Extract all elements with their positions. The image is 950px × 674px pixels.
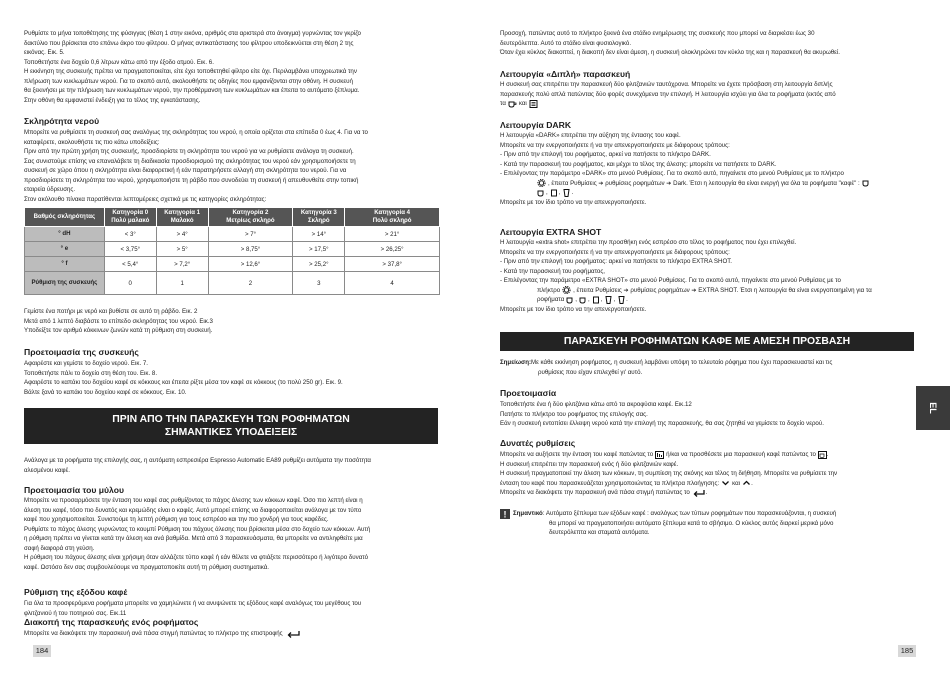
text-line: ροφήματα , , , , . [537,296,628,303]
glass-icon [562,189,571,197]
water-hardness-table [24,207,440,295]
text-line: καφέ που χρησιμοποιείται. Συνιστούμε τη λεπτή ρύθμιση για τους εσπρέσο και την πιο χονδρή για τους καφέδες. [24,516,329,523]
section-title-possible-settings: Δυνατές ρυθμίσεις [500,438,576,448]
possible-settings-text [500,450,837,498]
table-cell: < 5,4° [104,257,156,272]
intro-text [24,29,361,105]
page-number-left: 184 [33,645,51,657]
right-page [500,0,918,674]
table-cell: 3 [293,272,345,295]
text-line: - Πριν από την επιλογή του ροφήματος, αρκεί να πατήσετε το πλήκτρο DARK. [500,151,711,158]
cup-icon [862,179,871,187]
row-label: Ρύθμιση της συσκευής [25,272,105,295]
table-cell: < 3° [104,227,156,242]
text-line: ρυθμίσεις που είχαν επιλεχθεί γι' αυτό. [538,368,643,376]
text-line: Η ρύθμιση του πάχους άλεσης είναι χρήσιμη όταν αλλάζετε τύπο καφέ ή εάν θέλετε να φτιάξετε περισσότερο ή λιγότερο δυνατό [24,554,369,561]
important-block [513,509,836,538]
double-text [500,80,836,109]
row-label: ° e [25,242,105,257]
text-line: Ανάλογα με τα ροφήματα της επιλογής σας, η αυτόματη εσπρεσιέρα Espresso Automatic EA89 ρυθμίζει αυτόματα την ποσότητα [24,457,371,464]
table-header-cat3: Κατηγορία 3 Σκληρό [293,208,345,227]
row-label: ° f [25,257,105,272]
section-title-interrupt: Διακοπή της παρασκευής ενός ροφήματος [24,617,199,627]
text-line: - Κατά την παρασκευή του ροφήματος, [500,267,605,275]
table-cell: > 7° [208,227,293,242]
warning-icon [500,509,510,519]
table-cell: > 17,5° [293,242,345,257]
section-title-double: Λειτουργία «Διπλή» παρασκευή [500,69,631,79]
text-line: σαφή διαφορά στη γεύση. [24,544,95,552]
text-line: θα μπορεί να πραγματοποιήσει αυτόματο ξέπλυμα κατά το σβήσιμο. Ο κύκλος αυτός διαρκεί μερικά μόνο [549,519,834,527]
text-line: καταφέρετε, ακολουθήστε τις πιο κάτω υποδείξεις: [24,138,160,146]
text-line: - Επιλέγοντας την παράμετρο «EXTRA SHOT» στο μενού Ρυθμίσεις. Για το σκοπό αυτό, πηγαίνετε στο μενού Ρυθμίσεις με το [500,277,841,284]
language-tab: EL [916,386,950,430]
text-line: Μπορείτε με τον ίδιο τρόπο να την απενεργοποιήσετε. [500,198,647,206]
text-line: - Κατά την παρασκευή του ροφήματος, και μέχρι το τέλος της άλεσης: μπορείτε να πατήσετε το DARK. [500,160,777,168]
text-line: Πατήστε το πλήκτρο του ροφήματος της επιλογής σας. [500,410,648,418]
cup-icon [579,296,588,304]
text-line: πλήρωση των κυκλωμάτων νερού. Για το σκοπό αυτό, ακολουθήστε τις οδηγίες που εμφανίζονται στην οθόνη. Η συσκευή [24,77,353,85]
left-page [24,0,442,674]
text-line: Γεμίστε ένα ποτήρι με νερό και βυθίστε σε αυτό τη ράβδο. Εικ. 2 [24,308,198,315]
section-title-water-hardness: Σκληρότητα νερού [24,116,100,126]
chevron-up-icon [742,479,751,487]
return-arrow-icon [287,630,301,638]
banner-line: ΣΗΜΑΝΤΙΚΕΣ ΥΠΟΔΕΙΞΕΙΣ [164,427,298,438]
text-line: Στον ακόλουθο πίνακα παρατίθενται λεπτομέρειες σχετικά με τις κατηγορίες σκληρότητας: [24,195,267,203]
preparation-text [500,400,824,429]
text-line: Η λειτουργία «extra shot» επιτρέπει την προσθήκη ενός εσπρέσο στο τέλος το ροφήματος που έχει επιλεχθεί. [500,239,797,246]
svg-text:!: ! [503,509,507,519]
text-line: Μπορείτε να την ενεργοποιήσετε ή να την απενεργοποιήσετε με διάφορους τρόπους: [500,248,730,256]
gear-icon [537,179,546,187]
table-cell: > 8,75° [208,242,293,257]
table-row [25,257,440,272]
table-cell: 4 [345,272,440,295]
text-line: Η εκκίνηση της συσκευής πρέπει να πραγματοποιείται, είτε έχει τοποθετηθεί φίλτρο είτε όχι. Περιλαμβάνει υποχρεωτικά την [24,68,357,75]
mug-icon [592,296,601,304]
row-label: ° dH [25,227,105,242]
table-header-cat4: Κατηγορία 4 Πολύ σκληρό [345,208,440,227]
text-line: Μπορείτε να την ενεργοποιήσετε ή να την απενεργοποιήσετε με διάφορους τρόπους: [500,141,730,149]
text-line: τα και [500,99,836,109]
text-line: , , . [500,188,871,198]
section-title-coffee-outlet: Ρύθμιση της εξόδου καφέ [24,587,128,597]
table-cell: > 26,25° [345,242,440,257]
section-title-preparation: Προετοιμασία [500,388,557,398]
text-line: παρασκευής πολύ απλά πατώντας δύο φορές συνεχόμενα την επιλογή. Η λειτουργία ισχύει για όλα τα ροφήματα (εκτός από [500,90,836,98]
banner-text [24,456,371,475]
section-title-grinder-prep: Προετοιμασία του μύλου [24,485,124,495]
table-cell: > 4° [156,227,208,242]
text-line: Μπορείτε να αυξήσετε την ένταση του καφέ πατώντας το ή/και να προσθέσετε μια παρασκευή καφέ πατώντας το . [500,451,829,458]
text-line: Μπορείτε να διακόψετε την παρασκευή ανά πάσα στιγμή πατώντας το πλήκτρο της επιστροφής [24,630,283,637]
note-block [500,358,832,377]
table-cell: > 12,6° [208,257,293,272]
section-title-extra-shot: Λειτουργία EXTRA SHOT [500,227,602,237]
text-line: Εάν η συσκευή εντοπίσει έλλειψη νερού κατά την επιλογή της παρασκευής, θα σας ζητηθεί να γεμίσετε το δοχείο νερού. [500,420,824,427]
table-corner-header: Βαθμός σκληρότητας [25,208,105,227]
glass-icon [604,296,613,304]
table-row [25,242,440,257]
text-line: Στην οθόνη θα εμφανιστεί ένδειξη για το τέλος της εγκατάστασης. [24,96,201,104]
coffee-outlet-text [24,599,361,618]
text-line: - Επιλέγοντας την παράμετρο «DARK» στο μενού Ρυθμίσεις. Για το σκοπό αυτό, πηγαίνετε στο μενού Ρυθμίσεις με το πλήκτρο [500,170,844,177]
table-cell: < 3,75° [104,242,156,257]
text-line: θα ξεκινήσει με την πλήρωση των κυκλωμάτων νερού, την προθέρμανση των κυκλωμάτων και έπειτα το αυτόματο ξέπλυμα. [24,87,360,94]
text-line: Σημείωση:Με κάθε εκκίνηση ροφήματος, η συσκευή λαμβάνει υπόψη το τελευταίο ρόφημα που έχει παρασκευαστεί και τις [500,359,833,366]
text-line: η ρύθμιση πρέπει να γίνεται κατά την άλεση και ανά βαθμίδα. Μετά από 3 παρασκευάσματα, θα μπορείτε να αντιληφθείτε μια [24,535,363,542]
text-line: Για όλα τα προσφερόμενα ροφήματα μπορείτε να χαμηλώνετε ή να ανυψώνετε τις εξόδους καφέ αναλόγως του μεγέθους του [24,600,362,607]
page-number-right: 185 [898,645,916,657]
table-header-cat2: Κατηγορία 2 Μετρίως σκληρό [208,208,293,227]
mug-icon [550,189,559,197]
table-cell: > 21° [345,227,440,242]
menu-icon [529,100,538,108]
gear-icon [562,286,571,294]
text-line: Μπορείτε να διακόψετε την παρασκευή ανά πάσα στιγμή πατώντας το . [500,489,708,496]
text-line: Τοποθετήστε πάλι το δοχείο στη θέση του. Εικ. 8. [24,369,158,377]
section-banner-direct-access: ΠΑΡΑΣΚΕΥΗ ΡΟΦΗΜΑΤΩΝ ΚΑΦΕ ΜΕ ΑΜΕΣΗ ΠΡΟΣΒΑΣΗ [500,332,914,351]
table-row [25,272,440,295]
text-line: Σας συνιστούμε επίσης να επαναλάβετε τη διαδικασία προσδιορισμού της σκληρότητας του νερού εάν χρησιμοποιήσετε τη [24,157,356,165]
after-table-text [24,307,213,336]
text-line: Τοποθετήστε ένα δοχείο 0,6 λίτρων κάτω από την έξοδο ατμού. Εικ. 6. [24,58,214,66]
appliance-prep-text [24,359,343,397]
text-line: εικόνας. Εικ. 5. [24,49,65,56]
text-line: Η λειτουργία «DARK» επιτρέπει την αύξηση της έντασης του καφέ. [500,132,681,139]
table-cell: > 14° [293,227,345,242]
extra-shot-icon [818,451,827,459]
text-line: Ρυθμίστε το πάχος άλεσης γυρνώντας το κουμπί Ρύθμιση του πάχους άλεσης που βρίσκεται μέσα στο δοχείο των κόκκων. Αυτή [24,525,371,533]
glass-icon [617,296,626,304]
section-title-dark: Λειτουργία DARK [500,120,572,130]
text-line: Βάλτε ξανά το καπάκι του δοχείου καφέ σε κόκκους. Εικ. 10. [24,388,187,396]
text-line: άλεση του καφέ, τόσο πιο δυνατός και κρεμώδης είναι ο καφές. Αυτό μπορεί επίσης να διαφοροποιείται ανάλογα με τον τύπο [24,506,362,514]
text-line: πλήκτρο , έπειτα Ρυθμίσεις ➔ ρυθμίσεις ροφημάτων ➔ EXTRA SHOT. Έτσι η λειτουργία θα είναι ενεργοποιημένη για τα [537,286,872,294]
text-line: - Πριν από την επιλογή του ροφήματος: αρκεί να πατήσετε το πλήκτρο EXTRA SHOT. [500,258,733,265]
cup-icon [508,100,517,108]
text-line: Μετά από 1 λεπτό διαβάστε το επίπεδο σκληρότητας του νερού. Εικ.3 [24,317,213,325]
water-hardness-text [24,128,368,204]
grinder-prep-text [24,496,370,572]
text-line: φλιτζανιού ή του ποτηριού σας. Εικ.11 [24,609,127,617]
banner-line: ΠΡΙΝ ΑΠΟ ΤΗΝ ΠΑΡΑΣΚΕΥΗ ΤΩΝ ΡΟΦΗΜΑΤΩΝ [112,414,350,425]
text-line: Όταν έχει κύκλος διακοπτεί, η διακοπή δεν είναι άμεση, η συσκευή ολοκληρώνει τον κύκλο της και η παρασκευή θα ακυρωθεί. [500,49,840,56]
text-line: , έπειτα Ρυθμίσεις ➔ ρυθμίσεις ροφημάτων ➔ Dark. Έτσι η λειτουργία θα είναι ενεργή για όλα τα ροφήματα "καφέ" : [500,179,871,189]
text-line: Τοποθετήστε ένα ή δύο φλιτζάνια κάτω από τα ακροφύσια καφέ. Εικ.12 [500,401,692,408]
section-title-appliance-prep: Προετοιμασία της συσκευής [24,347,139,357]
table-header-cat0: Κατηγορία 0 Πολύ μαλακό [104,208,156,227]
interrupt-text-row [24,629,301,639]
text-line: Μπορείτε με τον ίδιο τρόπο να την απενεργοποιήσετε. [500,305,647,313]
table-cell: > 7,2° [156,257,208,272]
update-note-text [500,29,840,58]
text-line: Η συσκευή επιτρέπει την παρασκευή ενός ή δύο φλιτζανιών καφέ. [500,460,679,468]
table-header-cat1: Κατηγορία 1 Μαλακό [156,208,208,227]
text-line: Πριν από την πρώτη χρήση της συσκευής, προσδιορίστε τη σκληρότητα του νερού για να ρυθμίσετε ανάλογα τη συσκευή. [24,148,354,155]
cup-icon [537,189,546,197]
text-line: Αφαιρέστε το καπάκι του δοχείου καφέ σε κόκκους και έπειτα ρίξτε μέσα τον καφέ σε κόκκους (το πολύ 250 gr). Εικ. 9. [24,379,343,386]
text-line: καφέ. Ωστόσο δεν σας συμβουλεύουμε να πραγματοποιείτε αυτή τη ρύθμιση συστηματικά. [24,563,269,571]
text-line: Μπορείτε να ρυθμίσετε τη συσκευή σας αναλόγως της σκληρότητας του νερού, η οποία ορίζεται στα επίπεδα 0 έως 4. Για να το [24,129,368,136]
text-line: συσκευή σε χώρο όπου η σκληρότητα είναι διαφορετική ή εάν παρατηρήσετε αλλαγή στη σκληρότητα του νερού. Για να [24,167,347,174]
text-line: αλεσμένου καφέ. [24,466,70,474]
table-header-row [25,208,440,227]
text-line: δακτύλιο που βρίσκεται στο επάνω άκρο του φίλτρου. Ο μήνας αντικατάστασης του φίλτρου υποδεικνύεται στη θέση 2 της [24,39,354,47]
table-cell: 2 [208,272,293,295]
text-line: ένταση του καφέ που παρασκευάζεται χρησιμοποιώντας τα πλήκτρα πλοήγησης: και . [500,479,753,487]
cup-icon [566,296,575,304]
text-line: Η συσκευή σας επιτρέπει την παρασκευή δύο φλιτζανιών ταυτόχρονα. Μπορείτε να έχετε πρόσβαση στη λειτουργία διπλής [500,81,833,88]
extra-shot-text [500,238,872,314]
text-line: εταιρεία ύδρευσης. [24,186,76,193]
table-cell: 0 [104,272,156,295]
table-row [25,227,440,242]
text-line: Ρυθμίστε το μήνα τοποθέτησης της φύσιγγας (θέση 1 στην εικόνα, αριθμός στα αριστερά στο άνοιγμα) γυρνώντας τον γκρίζο [24,30,361,37]
table-cell: 1 [156,272,208,295]
return-arrow-icon [693,489,706,497]
text-line: Η συσκευή πραγματοποιεί την άλεση των κόκκων, τη συμπίεση της σκόνης και τέλος τη διήθηση. Μπορείτε να ρυθμίσετε την [500,470,838,477]
table-cell: > 37,8° [345,257,440,272]
table-cell: > 5° [156,242,208,257]
text-line: δευτερόλεπτα και σταματά αυτόματα. [549,529,650,536]
text-line: Αφαιρέστε και γεμίστε το δοχείο νερού. Εικ. 7. [24,360,148,367]
text-line: Μπορείτε να προσαρμόσετε την ένταση του καφέ σας ρυθμίζοντας το πάχος άλεσης των κόκκων καφέ. Όσο πιο λεπτή είναι η [24,497,363,504]
dark-text [500,131,871,207]
text-line: Υποδείξτε τον αριθμό κόκκινων ζωνών κατά τη ρύθμιση στη συσκευή. [24,327,213,334]
text-line: δευτερόλεπτα. Αυτό το στάδιο είναι φυσιολογικό. [500,39,632,47]
text-line: προσδιορίσετε τη σκληρότητα του νερού, χρησιμοποιήστε τη ράβδο που συνοδεύει τη συσκευή ή απευθυνθείτε στην τοπική [24,176,359,184]
text-line: Σημαντικό: Αυτόματο ξέπλυμα των εξόδων καφέ : αναλόγως των τύπων ροφημάτων που παρασκευάζονται, η συσκευή [513,510,837,517]
text-line: Προσοχή, πατώντας αυτό το πλήκτρο ξεκινά ένα στάδιο ενημέρωσης της συσκευής που μπορεί να διαρκέσει έως 30 [500,30,815,37]
section-banner-before-preparation [24,408,438,444]
table-cell: > 25,2° [293,257,345,272]
strength-icon [655,451,664,459]
chevron-down-icon [721,479,730,487]
